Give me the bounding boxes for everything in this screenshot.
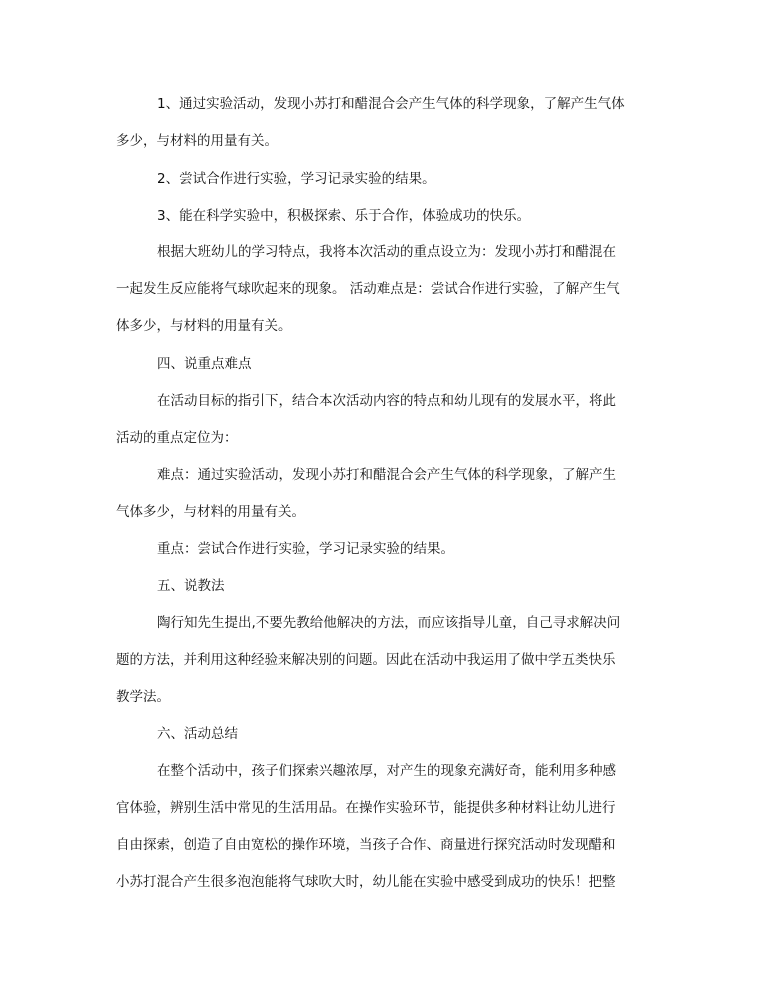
section-4-para-line-1: 在活动目标的指引下，结合本次活动内容的特点和幼儿现有的发展水平，将此 — [157, 393, 616, 409]
section-5-para-line-1: 陶行知先生提出,不要先教给他解决的方法，而应该指导儿童，自己寻求解决问 — [157, 615, 621, 631]
objective-1-line-2: 多少，与材料的用量有关。 — [116, 133, 278, 149]
section-5-para-line-2: 题的方法，并利用这种经验来解决别的问题。因此在活动中我运用了做中学五类快乐 — [116, 652, 616, 668]
focus-paragraph-line-3: 体多少，与材料的用量有关。 — [116, 318, 292, 334]
objective-1-line-1: 1、通过实验活动，发现小苏打和醋混合会产生气体的科学现象，了解产生气体 — [157, 96, 625, 112]
difficulty-line-2: 气体多少，与材料的用量有关。 — [116, 504, 305, 520]
difficulty-line-1: 难点：通过实验活动，发现小苏打和醋混合会产生气体的科学现象，了解产生 — [157, 467, 616, 483]
section-heading-4: 四、说重点难点 — [157, 356, 252, 372]
section-6-para-line-3: 自由探索，创造了自由宽松的操作环境，当孩子合作、商量进行探究活动时发现醋和 — [116, 837, 616, 853]
objective-2: 2、尝试合作进行实验，学习记录实验的结果。 — [157, 171, 436, 187]
section-6-para-line-1: 在整个活动中，孩子们探索兴趣浓厚，对产生的现象充满好奇，能利用多种感 — [157, 763, 616, 779]
key-point-line: 重点：尝试合作进行实验，学习记录实验的结果。 — [157, 541, 454, 557]
focus-paragraph-line-2: 一起发生反应能将气球吹起来的现象。 活动难点是：尝试合作进行实验，了解产生气 — [116, 281, 620, 297]
section-heading-5: 五、说教法 — [157, 578, 225, 594]
objective-3: 3、能在科学实验中，积极探索、乐于合作，体验成功的快乐。 — [157, 208, 531, 224]
section-heading-6: 六、活动总结 — [157, 726, 238, 742]
focus-paragraph-line-1: 根据大班幼儿的学习特点，我将本次活动的重点设立为：发现小苏打和醋混在 — [157, 244, 616, 260]
section-5-para-line-3: 教学法。 — [116, 689, 170, 705]
section-4-para-line-2: 活动的重点定位为： — [116, 430, 238, 446]
section-6-para-line-2: 官体验，辨别生活中常见的生活用品。在操作实验环节，能提供多种材料让幼儿进行 — [116, 800, 616, 816]
section-6-para-line-4: 小苏打混合产生很多泡泡能将气球吹大时，幼儿能在实验中感受到成功的快乐！把整 — [116, 874, 616, 890]
